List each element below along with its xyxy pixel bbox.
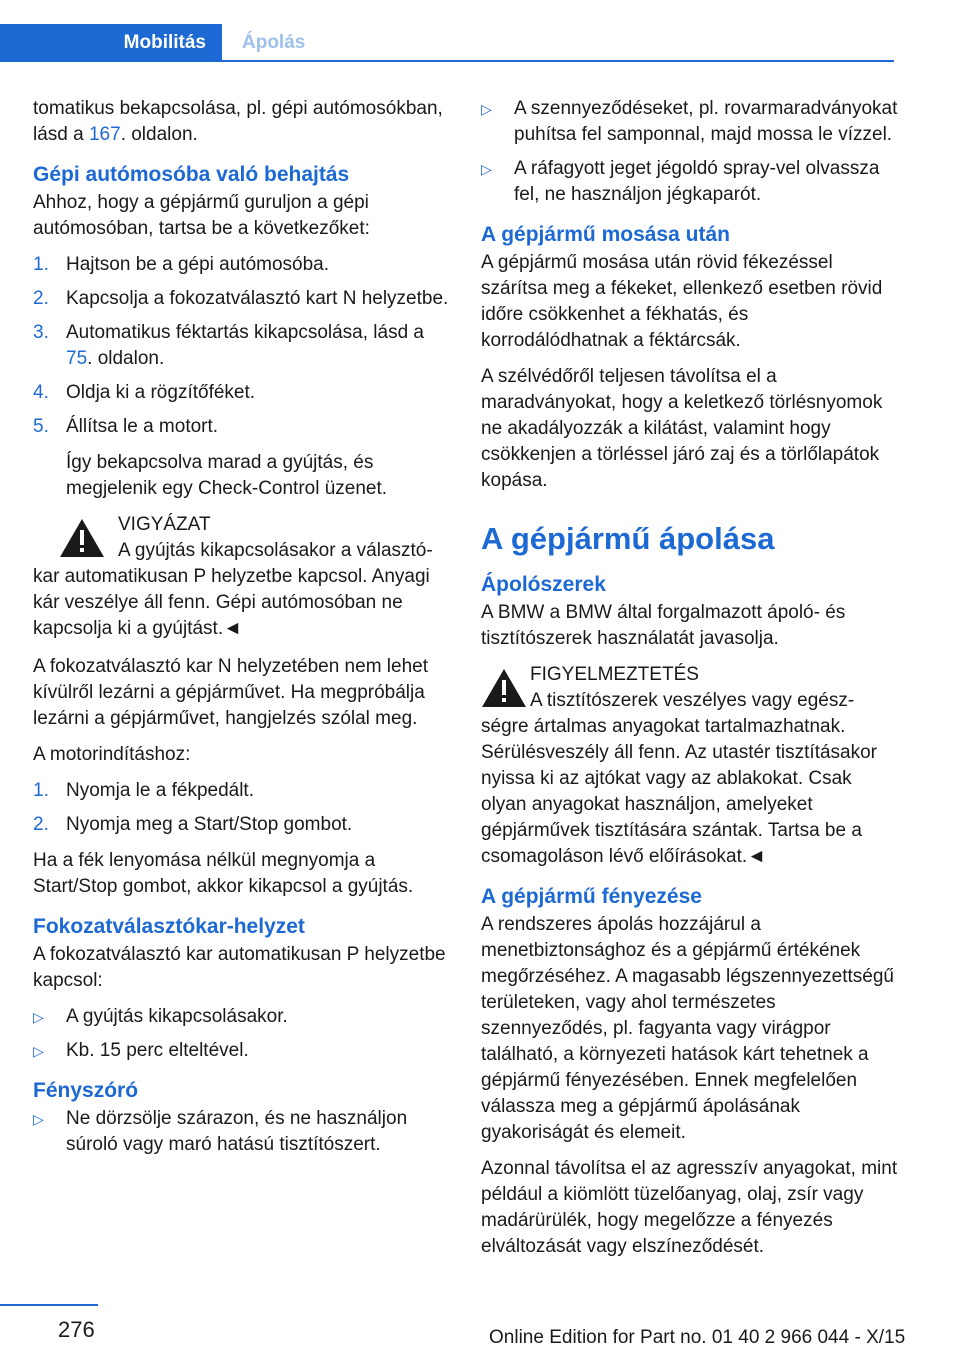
list-item (33, 1038, 453, 1064)
list-item (33, 380, 453, 406)
list-item (33, 414, 453, 440)
paragraph: Ha a fék lenyomása nélkül megnyomja a Start/Stop gombot, akkor kikapcsol a gyújtás. (33, 850, 414, 897)
list-item (33, 286, 453, 312)
triangle-right-icon: ▷ (33, 1111, 44, 1127)
list-text: Kapcsolja a fokozatválasztó kart N helyzetbe. (66, 288, 449, 309)
list-item (33, 320, 453, 372)
list-item (33, 1004, 453, 1030)
heading-vehicle-care: A gépjármű ápolása (481, 521, 775, 556)
bullet-list (33, 1106, 453, 1158)
paragraph: A rendszeres ápolás hozzájárul a menetbiztonsághoz és a gépjármű értékének megőrzéséhez. A magasabb légszennyezettségű területeken, vagy ahol természetes szennyeződés, pl. fagyanta vagy virágpor található, a környezeti hatások kárt tehetnek a gépjármű fényezésében. Ennek megfelelően válassza meg a gépjármű ápolásának gyakoriságát és elemeit. (481, 914, 894, 1143)
list-text: Oldja ki a rögzítőféket. (66, 382, 256, 403)
caution-box (33, 512, 453, 642)
footer-rule (0, 1304, 98, 1306)
right-column (481, 96, 898, 1270)
section-tab-apolas[interactable] (222, 24, 305, 62)
list-number: 2. (33, 814, 49, 835)
heading-paintwork: A gépjármű fényezése (481, 885, 702, 908)
list-text: Ne dörzsölje szárazon, és ne használjon súroló vagy maró hatású tisztítószert. (66, 1108, 408, 1155)
header-rule (222, 60, 894, 62)
heading-care-products: Ápolószerek (481, 573, 606, 596)
caution-title: VIGYÁZAT (118, 514, 211, 535)
list-text: A gyújtás kikapcsolásakor. (66, 1006, 288, 1027)
heading-headlights: Fényszóró (33, 1079, 139, 1102)
list-number: 1. (33, 254, 49, 275)
left-column (33, 96, 453, 1168)
list-item (33, 812, 453, 838)
bullet-list (481, 96, 898, 208)
list-item (33, 778, 453, 804)
paragraph: A BMW a BMW által forgalmazott ápoló- és tisztítószerek használatát javasolja. (481, 602, 846, 649)
list-text: Nyomja le a fékpedált. (66, 780, 254, 801)
paragraph: A fokozatválasztó kar automatikusan P helyzetbe kapcsol: (33, 944, 446, 991)
list-item (33, 1106, 453, 1158)
triangle-right-icon: ▷ (33, 1009, 44, 1025)
page-number: 276 (58, 1317, 95, 1342)
page-header (0, 0, 960, 64)
text: Automatikus féktartás kikapcsolása, lásd a (66, 322, 425, 343)
list-item (481, 96, 898, 148)
text: . oldalon. (120, 124, 198, 145)
list-number: 1. (33, 780, 49, 801)
heading-selector-position: Fokozatválasztókar-helyzet (33, 915, 305, 938)
triangle-right-icon: ▷ (481, 101, 492, 117)
list-text: Nyomja meg a Start/Stop gombot. (66, 814, 353, 835)
list-number: 5. (33, 416, 49, 437)
list-text: Állítsa le a motort. (66, 416, 219, 437)
step-note: Így bekapcsolva marad a gyújtás, és megjelenik egy Check-Control üzenet. (66, 452, 388, 499)
heading-car-wash-entry: Gépi autómosóba való behajtás (33, 163, 350, 186)
list-text (66, 320, 453, 372)
paragraph: A motorindításhoz: (33, 744, 191, 765)
paragraph: Azonnal távolítsa el az agresszív anyagokat, mint például a kiömlött tüzelőanyag, olaj, zsír vagy madárürülék, hogy megelőzze a fényezés elváltozását vagy elszíneződését. (481, 1158, 898, 1257)
list-number: 4. (33, 382, 49, 403)
page-link[interactable]: 75 (66, 348, 88, 369)
list-text: A szennyeződéseket, pl. rovarmaradványokat puhítsa fel samponnal, majd mossa le vízzel. (514, 98, 898, 145)
page-link[interactable]: 167 (88, 124, 121, 145)
section-tab-mobilitas[interactable] (0, 24, 222, 62)
list-text: A ráfagyott jeget jégoldó spray-vel olvassza fel, ne használjon jégkaparót. (514, 158, 880, 205)
text: tomatikus bekapcsolása, pl. gépi autómosókban, lásd a (33, 98, 443, 145)
list-number: 3. (33, 322, 49, 343)
list-text: Kb. 15 perc elteltével. (66, 1040, 249, 1061)
heading-after-wash: A gépjármű mosása után (481, 223, 730, 246)
warning-triangle-icon (481, 668, 527, 708)
paragraph: A szélvédőről teljesen távolítsa el a maradványokat, hogy a keletkező törlésnyomok ne akadályozzák a kilátást, valamint hogy csökkenjen a törléssel járó zaj és a törlőlapátok kopása. (481, 366, 883, 491)
paragraph (33, 96, 453, 148)
paragraph: A fokozatválasztó kar N helyzetében nem lehet kívülről lezárni a gépjárművet. Ha megpróbálja lezárni a gépjárművet, hangjelzés szólal meg. (33, 656, 429, 729)
warning-title: FIGYELMEZTETÉS (530, 664, 699, 685)
section-tab-label: Ápolás (242, 32, 306, 53)
caution-text: A gyújtás kikapcsolásakor a választó- (118, 540, 433, 561)
list-number: 2. (33, 288, 49, 309)
warning-text: ségre ártalmas anyagokat tartalmazhatnak. Sérülésveszély áll fenn. Az utastér tisztításakor nyissa ki az ajtókat vagy az ablakokat. Csak olyan anyagokat használjon, amelyeket gépjárművek tisztítására szántak. Tartsa be a csomagoláson lévő előírásokat.◄ (481, 716, 878, 867)
caution-text: kar automatikusan P helyzetbe kapcsol. Anyagi kár veszélye áll fenn. Gépi autómosóban ne kapcsolja ki a gyújtást.◄ (33, 566, 430, 639)
triangle-right-icon: ▷ (33, 1043, 44, 1059)
list-text: Hajtson be a gépi autómosóba. (66, 254, 330, 275)
warning-triangle-icon (59, 518, 105, 558)
paragraph: Ahhoz, hogy a gépjármű guruljon a gépi autómosóban, tartsa be a következőket: (33, 192, 370, 239)
triangle-right-icon: ▷ (481, 161, 492, 177)
list-item (481, 156, 898, 208)
edition-note: Online Edition for Part no. 01 40 2 966 044 - X/15 (489, 1327, 906, 1348)
numbered-list (33, 252, 453, 440)
warning-box (481, 662, 898, 870)
section-tab-label: Mobilitás (123, 32, 206, 53)
text: . oldalon. (87, 348, 165, 369)
list-item (33, 252, 453, 278)
warning-text: A tisztítószerek veszélyes vagy egész- (530, 690, 855, 711)
bullet-list (33, 1004, 453, 1064)
paragraph: A gépjármű mosása után rövid fékezéssel szárítsa meg a fékeket, ellenkező esetben rövid időre csökkenhet a fékhatás, és korrodálódhatnak a féktárcsák. (481, 252, 883, 351)
numbered-list (33, 778, 453, 838)
